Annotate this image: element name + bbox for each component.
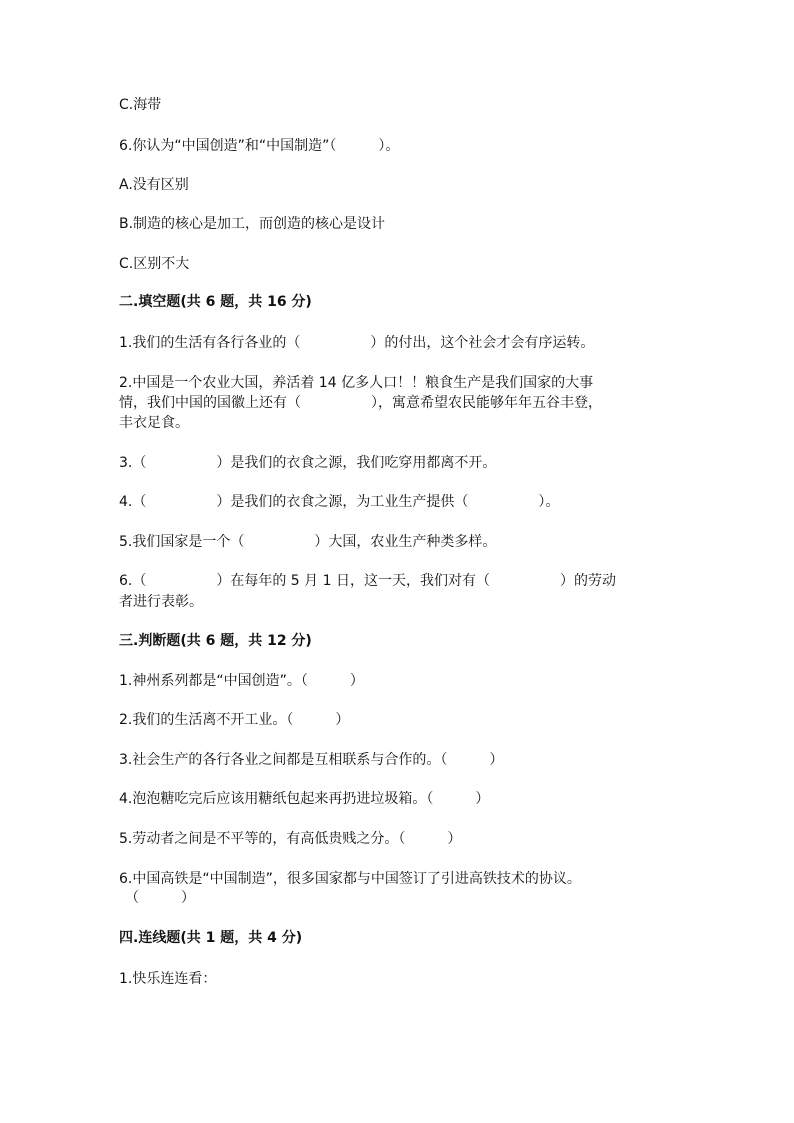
section-heading-judgment: 三.判断题(共 6 题，共 12 分) [119, 633, 312, 649]
fill-question-2-line-2: 情，我们中国的国徽上还有（ ），寓意希望农民能够年年五谷丰登， [119, 395, 602, 411]
fill-question-6-line-2: 者进行表彰。 [119, 594, 203, 610]
judge-question-4: 4.泡泡糖吃完后应该用糖纸包起来再扔进垃圾箱。（ ） [119, 791, 490, 807]
fill-question-2-line-1: 2.中国是一个农业大国，养活着 14 亿多人口！！粮食生产是我们国家的大事 [119, 375, 594, 391]
judge-question-2: 2.我们的生活离不开工业。（ ） [119, 712, 350, 728]
judge-question-6-answer-blank: （ ） [125, 890, 195, 906]
fill-question-6-line-1: 6.（ ）在每年的 5 月 1 日，这一天，我们对有（ ）的劳动 [119, 573, 616, 589]
option-b: B.制造的核心是加工，而创造的核心是设计 [119, 216, 386, 232]
fill-question-3: 3.（ ）是我们的衣食之源，我们吃穿用都离不开。 [119, 455, 497, 471]
judge-question-6-line-1: 6.中国高铁是“中国制造”，很多国家都与中国签订了引进高铁技术的协议。 [119, 871, 581, 887]
judge-question-3: 3.社会生产的各行各业之间都是互相联系与合作的。（ ） [119, 752, 504, 768]
judge-question-1: 1.神州系列都是“中国创造”。（ ） [119, 673, 364, 689]
fill-question-5: 5.我们国家是一个（ ）大国，农业生产种类多样。 [119, 534, 497, 550]
section-heading-matching: 四.连线题(共 1 题，共 4 分) [119, 930, 303, 946]
option-a: A.没有区别 [119, 177, 189, 193]
question-6-text: 6.你认为“中国创造”和“中国制造”（ ）。 [119, 138, 400, 154]
fill-question-1: 1.我们的生活有各行各业的（ ）的付出，这个社会才会有序运转。 [119, 335, 595, 351]
option-c: C.区别不大 [119, 256, 190, 272]
fill-question-2-line-3: 丰衣足食。 [119, 415, 189, 431]
judge-question-5: 5.劳动者之间是不平等的，有高低贵贱之分。（ ） [119, 831, 462, 847]
fill-question-4: 4.（ ）是我们的衣食之源，为工业生产提供（ ）。 [119, 494, 560, 510]
matching-question-1: 1.快乐连连看： [119, 971, 217, 987]
section-heading-fill-blank: 二.填空题(共 6 题，共 16 分) [119, 294, 312, 310]
option-c-seaweed: C.海带 [119, 97, 162, 113]
